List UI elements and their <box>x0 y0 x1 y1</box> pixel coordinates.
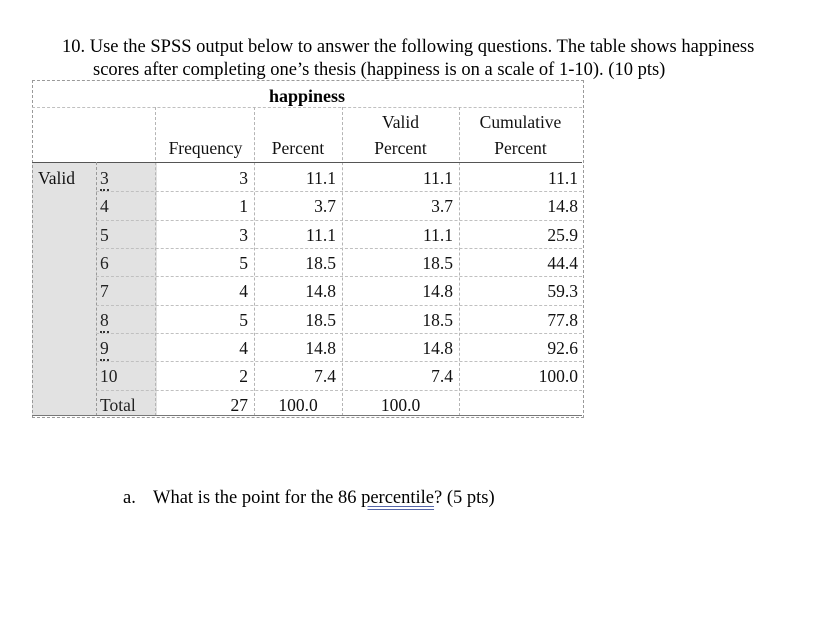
header-percent: Percent <box>271 138 325 158</box>
part-a-letter: a. <box>123 488 136 508</box>
row-label: 8 <box>100 310 109 333</box>
cell-frequency: 4 <box>239 338 248 358</box>
cell-percent: 11.1 <box>306 225 336 245</box>
cell-valid-percent: 11.1 <box>423 168 453 188</box>
cell-cumulative-percent: 100.0 <box>538 366 578 386</box>
cell-frequency: 5 <box>239 253 248 273</box>
cell-valid-percent: 14.8 <box>422 281 453 301</box>
cell-percent: 14.8 <box>305 338 336 358</box>
question-part-a <box>123 488 495 509</box>
row-sep <box>96 333 582 334</box>
cell-valid-percent-total: 100.0 <box>380 395 421 415</box>
cell-cumulative-percent: 77.8 <box>547 310 578 330</box>
cell-frequency: 5 <box>239 310 248 330</box>
cell-frequency: 4 <box>239 281 248 301</box>
cell-valid-percent: 7.4 <box>431 366 453 386</box>
cell-frequency: 2 <box>239 366 248 386</box>
header-cumulative-line2: Percent <box>494 138 547 158</box>
cell-valid-percent: 18.5 <box>422 310 453 330</box>
cell-percent: 18.5 <box>305 310 336 330</box>
cell-percent: 3.7 <box>314 196 336 216</box>
row-sep <box>96 220 582 221</box>
question-line-2: scores after completing one’s thesis (happiness is on a scale of 1-10). (10 pts) <box>93 60 666 80</box>
col-divider-label <box>155 107 156 416</box>
row-label: 7 <box>100 281 109 301</box>
row-sep <box>96 191 582 192</box>
percentile-word: percentile <box>361 488 435 508</box>
row-label: 5 <box>100 225 109 245</box>
cell-valid-percent: 11.1 <box>423 225 453 245</box>
cell-cumulative-percent: 25.9 <box>547 225 578 245</box>
cell-frequency: 1 <box>239 196 248 216</box>
cell-valid-percent: 3.7 <box>431 196 453 216</box>
cell-cumulative-percent: 44.4 <box>547 253 578 273</box>
cell-percent: 7.4 <box>314 366 336 386</box>
table-title: happiness <box>268 86 346 106</box>
cell-frequency: 3 <box>239 168 248 188</box>
cell-percent: 18.5 <box>305 253 336 273</box>
spss-frequency-table <box>32 80 582 416</box>
group-divider <box>96 162 97 416</box>
cell-cumulative-percent: 92.6 <box>547 338 578 358</box>
row-label: 10 <box>100 366 118 386</box>
header-valid-line2: Percent <box>374 138 427 158</box>
part-a-points: ? (5 pts) <box>434 488 495 508</box>
valid-group-label: Valid <box>38 168 75 188</box>
row-label: 6 <box>100 253 109 273</box>
cell-cumulative-percent: 14.8 <box>547 196 578 216</box>
question-line-1: 10. Use the SPSS output below to answer the following questions. The table shows happiness <box>62 37 755 57</box>
header-cumulative-line1: Cumulative <box>479 112 562 132</box>
row-label: 4 <box>100 196 109 216</box>
cell-cumulative-percent: 11.1 <box>548 168 578 188</box>
row-label-total: Total <box>100 395 136 415</box>
row-label: 3 <box>100 168 109 191</box>
row-sep <box>96 361 582 362</box>
header-valid-line1: Valid <box>382 112 419 132</box>
cell-frequency-total: 27 <box>230 395 248 415</box>
cell-percent: 14.8 <box>305 281 336 301</box>
row-sep <box>96 276 582 277</box>
cell-percent: 11.1 <box>306 168 336 188</box>
row-sep <box>96 390 582 391</box>
header-frequency: Frequency <box>168 138 243 158</box>
part-a-text: What is the point for the 86 <box>153 488 362 508</box>
cell-cumulative-percent: 59.3 <box>547 281 578 301</box>
header-rule <box>32 162 582 163</box>
row-sep <box>96 248 582 249</box>
cell-frequency: 3 <box>239 225 248 245</box>
row-sep <box>96 305 582 306</box>
cell-valid-percent: 14.8 <box>422 338 453 358</box>
row-label: 9 <box>100 338 109 361</box>
cell-percent-total: 100.0 <box>278 395 318 415</box>
title-divider <box>32 107 582 108</box>
cell-valid-percent: 18.5 <box>422 253 453 273</box>
